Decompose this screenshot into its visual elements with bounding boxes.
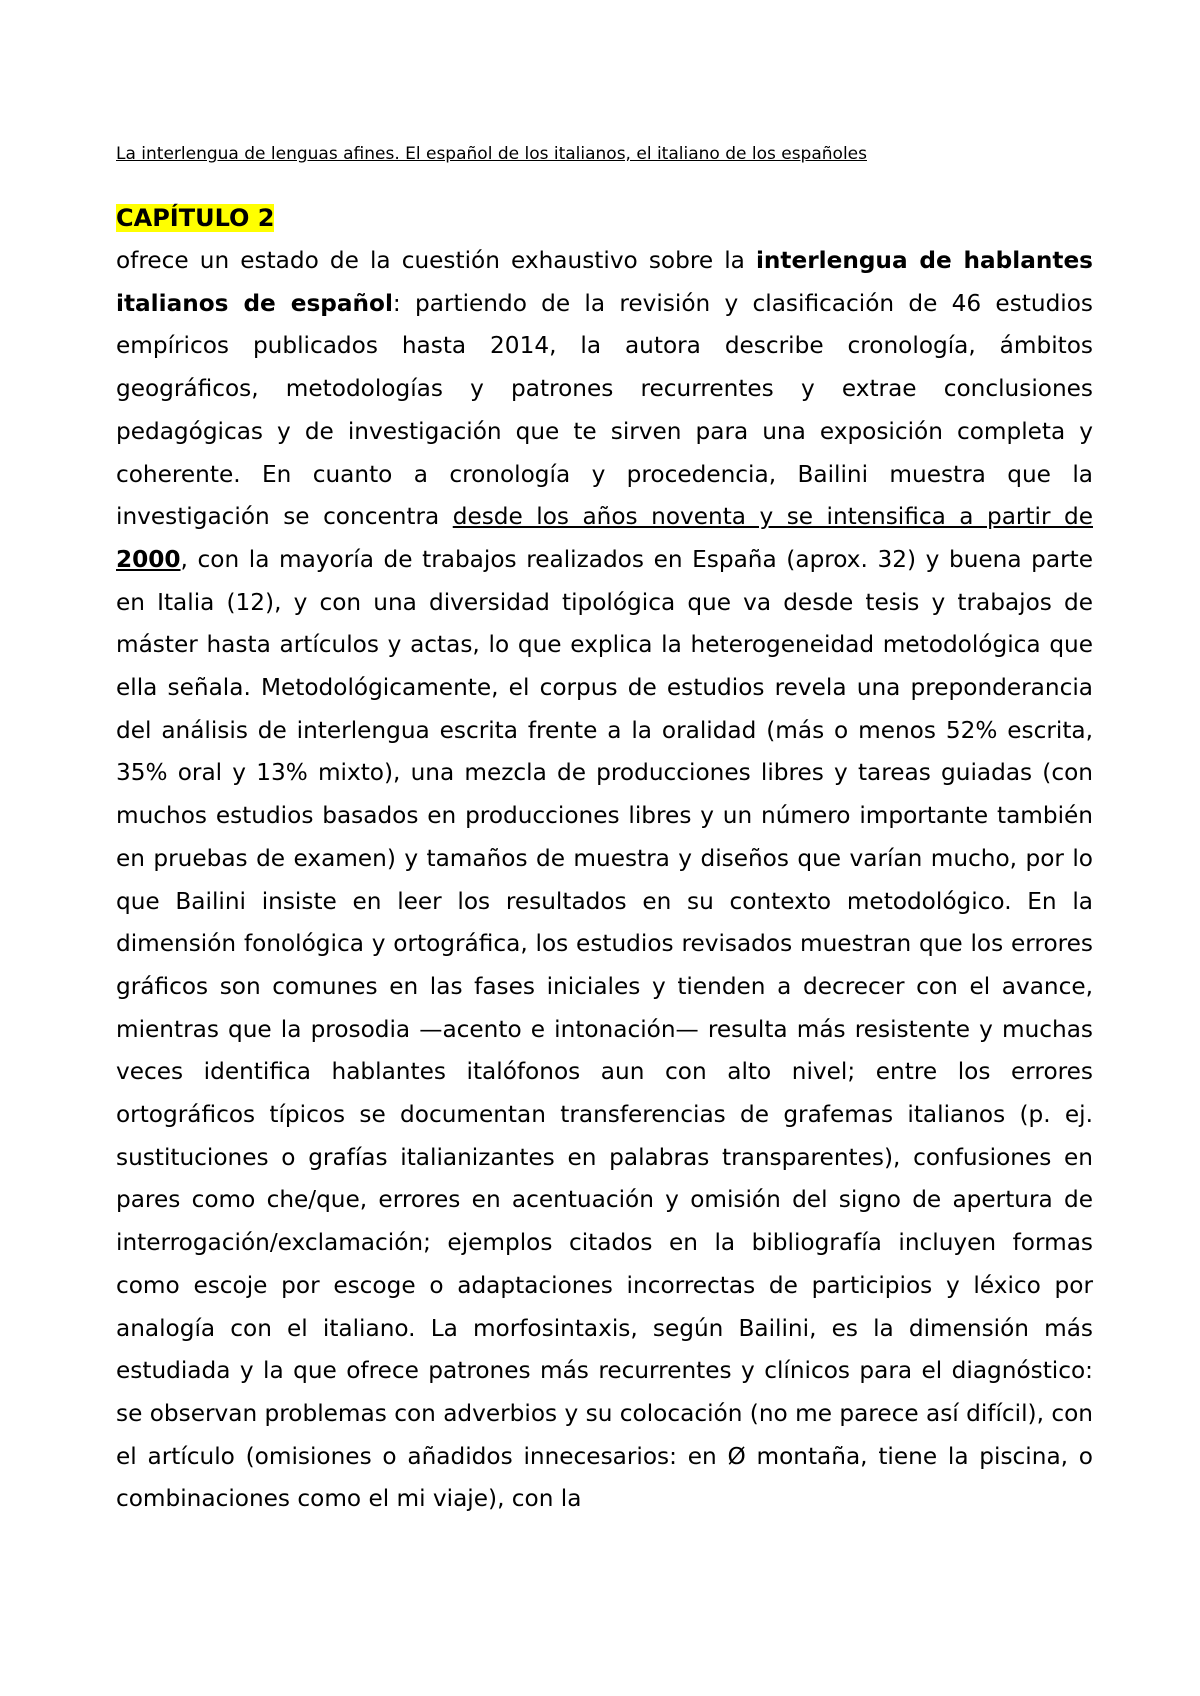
text-run-year: 2000	[116, 545, 181, 573]
document-header: La interlengua de lenguas afines. El español de los italianos, el italiano de los españoles	[116, 144, 867, 164]
body-paragraph	[116, 240, 1093, 1521]
text-run-underlined: desde los años noventa y se intensifica a partir de	[452, 503, 1093, 531]
text-run: , con la mayoría de trabajos realizados en España (aprox. 32) y buena parte en Italia (12), y con una diversidad tipológica que va desde tesis y trabajos de máster hasta artículos y actas, lo que explica la heterogeneidad metodológica que ella señala. Metodológicamente, el corpus de estudios revela una preponderancia del análisis de interlengua escrita frente a la oralidad (más o menos 52% escrita, 35% oral y 13% mixto), una mezcla de producciones libres y tareas guiadas (con muchos estudios basados en producciones libres y un número importante también en pruebas de examen) y tamaños de muestra y diseños que varían mucho, por lo que Bailini insiste en leer los resultados en su contexto metodológico. En la dimensión fonológica y ortográfica, los estudios revisados muestran que los errores gráficos son comunes en las fases iniciales y tienden a decrecer con el avance, mientras que la prosodia —acento e intonación— resulta más resistente y muchas veces identifica hablantes italófonos aun con alto nivel; entre los errores ortográficos típicos se documentan transferencias de grafemas italianos (p. ej. sustituciones o grafías italianizantes en palabras transparentes), confusiones en pares como che/que, errores en acentuación y omisión del signo de apertura de interrogación/exclamación; ejemplos citados en la bibliografía incluyen formas como escoje por escoge o adaptaciones incorrectas de participios y léxico por analogía con el italiano. La morfosintaxis, según Bailini, es la dimensión más estudiada y la que ofrece patrones más recurrentes y clínicos para el diagnóstico: se observan problemas con adverbios y su colocación (no me parece así difícil), con el artículo (omisiones o añadidos innecesarios: en Ø montaña, tiene la piscina, o combinaciones como el mi viaje), con la	[116, 545, 1093, 1513]
text-run: : partiendo de la revisión y clasificación de 46 estudios empíricos publicados hasta 2014, la autora describe cronología, ámbitos geográficos, metodologías y patrones recurrentes y extrae conclusiones pedagógicas y de investigación que te sirven para una exposición completa y coherente. En cuanto a cronología y procedencia, Bailini muestra que la investigación se concentra	[116, 289, 1093, 531]
chapter-heading	[116, 202, 274, 234]
text-run-bold: interlengua de hablantes italianos de español	[116, 247, 1093, 317]
text-run-underlined-bold	[116, 546, 181, 573]
chapter-label-highlight: CAPÍTULO 2	[116, 204, 275, 232]
text-run: ofrece un estado de la cuestión exhaustivo sobre la	[116, 247, 756, 274]
